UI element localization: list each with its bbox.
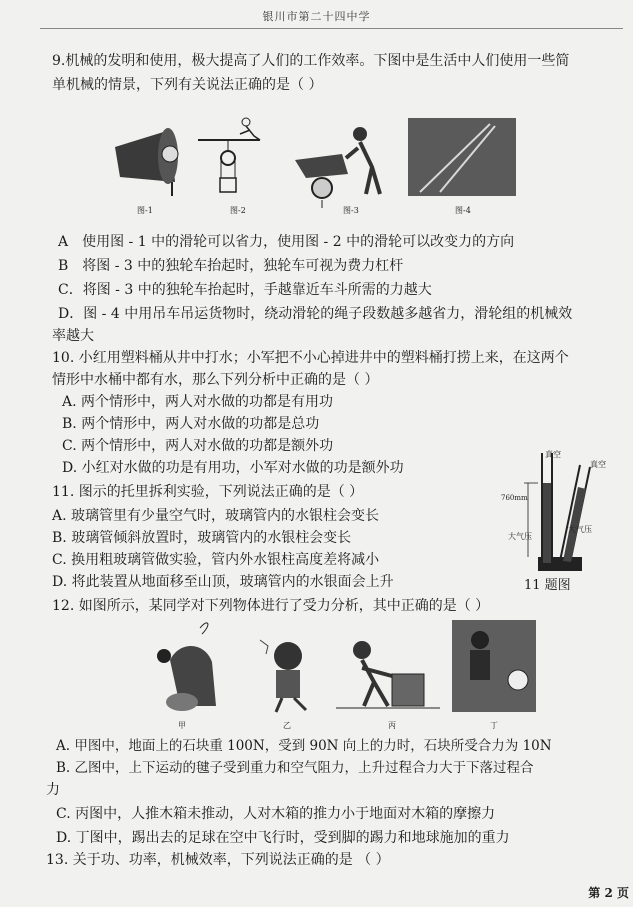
q12-option-d: D. 丁图中，踢出去的足球在空中飞行时，受到脚的踢力和地球施加的重力 [56, 830, 510, 846]
q12-figures [150, 620, 540, 716]
q9-figure-4 [408, 118, 516, 196]
q10-option-d: D. 小红对水做的功是有用功，小军对水做的功是额外功 [62, 460, 404, 476]
q9-figure-3 [295, 127, 380, 208]
q11-figure-caption: 11 题图 [524, 578, 571, 593]
q11-height-label: 760mm [501, 494, 528, 502]
q9-fig1-caption: 图-1 [137, 206, 153, 215]
q9-figure-2 [198, 118, 260, 192]
q11-vacuum-label-2: 真空 [590, 460, 606, 469]
q9-fig3-caption: 图-3 [343, 206, 359, 215]
q11-atm-label-2: 大气压 [568, 525, 592, 534]
q12-fig-ding-label: 丁 [490, 721, 498, 730]
q11-stem: 11. 图示的托里拆利实验，下列说法正确的是（ ） [52, 484, 364, 500]
q10-option-c: C. 两个情形中，两人对水做的功都是额外功 [62, 438, 334, 454]
q11-option-d: D. 将此装置从地面移至山顶，玻璃管内的水银面会上升 [52, 574, 394, 590]
q12-option-b-line2: 力 [46, 782, 60, 798]
q12-figure-yi [260, 640, 306, 712]
q10-stem-line2: 情形中水桶中都有水，那么下列分析中正确的是（ ） [52, 372, 379, 388]
q10-option-a: A. 两个情形中，两人对水做的功都是有用功 [62, 394, 334, 410]
mercury-column-vertical [543, 483, 551, 563]
header-divider [40, 28, 623, 29]
q9-stem-line2: 单机械的情景，下列有关说法正确的是（ ） [52, 77, 323, 93]
q12-option-b-line1: B. 乙图中，上下运动的毽子受到重力和空气阻力，上升过程合力大于下落过程合 [56, 760, 534, 776]
q12-figure-ding [452, 620, 536, 712]
q12-option-a: A. 甲图中，地面上的石块重 100N，受到 90N 向上的力时，石块所受合力为 10N [56, 738, 552, 754]
q11-option-c: C. 换用粗玻璃管做实验，管内外水银柱高度差将减小 [52, 552, 380, 568]
q12-fig-jia-label: 甲 [178, 721, 186, 730]
q10-option-b: B. 两个情形中，两人对水做的功都是总功 [62, 416, 320, 432]
q9-fig2-caption: 图-2 [230, 206, 246, 215]
q11-option-b: B. 玻璃管倾斜放置时，玻璃管内的水银柱会变长 [52, 530, 352, 546]
q9-option-a: A 使用图 - 1 中的滑轮可以省力，使用图 - 2 中的滑轮可以改变力的方向 [58, 234, 515, 250]
q9-fig4-caption: 图-4 [455, 206, 471, 215]
q9-option-d-line2: 率越大 [52, 328, 94, 344]
q12-figure-bing [336, 641, 440, 708]
q10-stem-line1: 10. 小红用塑料桶从井中打水；小军把不小心掉进井中的塑料桶打捞上来，在这两个 [52, 350, 569, 366]
q11-vacuum-label-1: 真空 [545, 450, 561, 459]
q11-option-a: A. 玻璃管里有少量空气时，玻璃管内的水银柱会变长 [52, 508, 380, 524]
q9-figure-1 [115, 128, 178, 196]
q9-figures [110, 112, 530, 212]
q9-option-d-line1: D．图 - 4 中用吊车吊运货物时，绕动滑轮的绳子段数越多越省力，滑轮组的机械效 [58, 306, 573, 322]
q11-atm-label-1: 大气压 [508, 532, 532, 541]
q12-stem: 12. 如图所示，某同学对下列物体进行了受力分析，其中正确的是（ ） [52, 598, 490, 614]
q12-fig-yi-label: 乙 [283, 721, 291, 730]
q9-option-c: C．将图 - 3 中的独轮车抬起时，手越靠近车斗所需的力越大 [58, 282, 432, 298]
q12-figure-jia [157, 623, 216, 711]
q9-option-b: B 将图 - 3 中的独轮车抬起时，独轮车可视为费力杠杆 [58, 258, 404, 274]
q12-option-c: C. 丙图中，人推木箱未推动，人对木箱的推力小于地面对木箱的摩擦力 [56, 806, 496, 822]
q9-stem-line1: 9.机械的发明和使用，极大提高了人们的工作效率。下图中是生活中人们使用一些简 [52, 53, 570, 69]
q12-fig-bing-label: 丙 [388, 721, 396, 730]
q13-stem: 13. 关于功、功率，机械效率，下列说法正确的是 （ ） [46, 852, 390, 868]
page-number: 第 2 页 [588, 886, 629, 900]
page-header: 银川市第二十四中学 [262, 10, 371, 23]
